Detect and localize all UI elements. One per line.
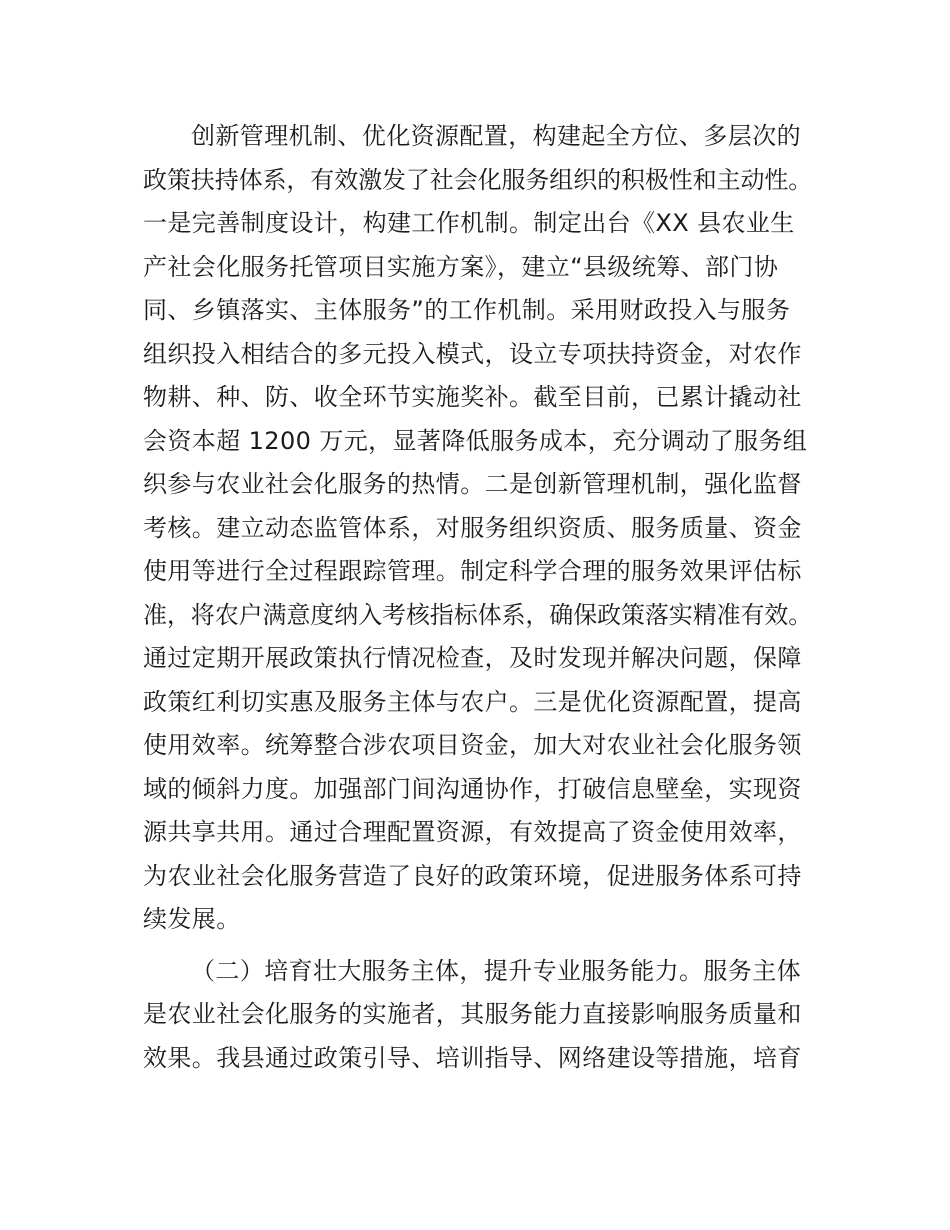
text-line: 考核。建立动态监管体系，对服务组织资质、服务质量、资金 [143,514,802,542]
text-line: 使用效率。统筹整合涉农项目资金，加大对农业社会化服务领 [143,731,802,759]
text-line: 准，将农户满意度纳入考核指标体系，确保政策落实精准有效。 [143,601,813,629]
text-line: 源共享共用。通过合理配置资源，有效提高了资金使用效率， [143,818,802,846]
text-line: 政策扶持体系，有效激发了社会化服务组织的积极性和主动性。 [143,166,813,194]
text-line: 同、乡镇落实、主体服务”的工作机制。采用财政投入与服务 [143,296,791,324]
text-line: 创新管理机制、优化资源配置，构建起全方位、多层次的 [191,122,801,150]
text-line: 通过定期开展政策执行情况检查，及时发现并解决问题，保障 [143,644,802,672]
text-line: 是农业社会化服务的实施者，其服务能力直接影响服务质量和 [143,1000,802,1028]
text-line: 为农业社会化服务营造了良好的政策环境，促进服务体系可持 [143,862,802,890]
text-line: 使用等进行全过程跟踪管理。制定科学合理的服务效果评估标 [143,557,802,585]
text-line: 域的倾斜力度。加强部门间沟通协作，打破信息壁垒，实现资 [143,775,802,803]
text-line: 效果。我县通过政策引导、培训指导、网络建设等措施，培育 [143,1044,802,1072]
text-line: 组织投入相结合的多元投入模式，设立专项扶持资金，对农作 [143,340,802,368]
text-line: 会资本超 1200 万元，显著降低服务成本，充分调动了服务组 [143,427,808,455]
text-line: 织参与农业社会化服务的热情。二是创新管理机制，强化监督 [143,470,802,498]
text-line: 续发展。 [143,905,241,933]
text-line: 一是完善制度设计，构建工作机制。制定出台《XX 县农业生 [143,209,795,237]
text-line: 物耕、种、防、收全环节实施奖补。截至目前，已累计撬动社 [143,383,802,411]
section-heading-line: （二）培育壮大服务主体，提升专业服务能力。服务主体 [191,957,801,985]
text-line: 产社会化服务托管项目实施方案》，建立“县级统筹、部门协 [143,253,779,281]
text-line: 政策红利切实惠及服务主体与农户。三是优化资源配置，提高 [143,688,802,716]
